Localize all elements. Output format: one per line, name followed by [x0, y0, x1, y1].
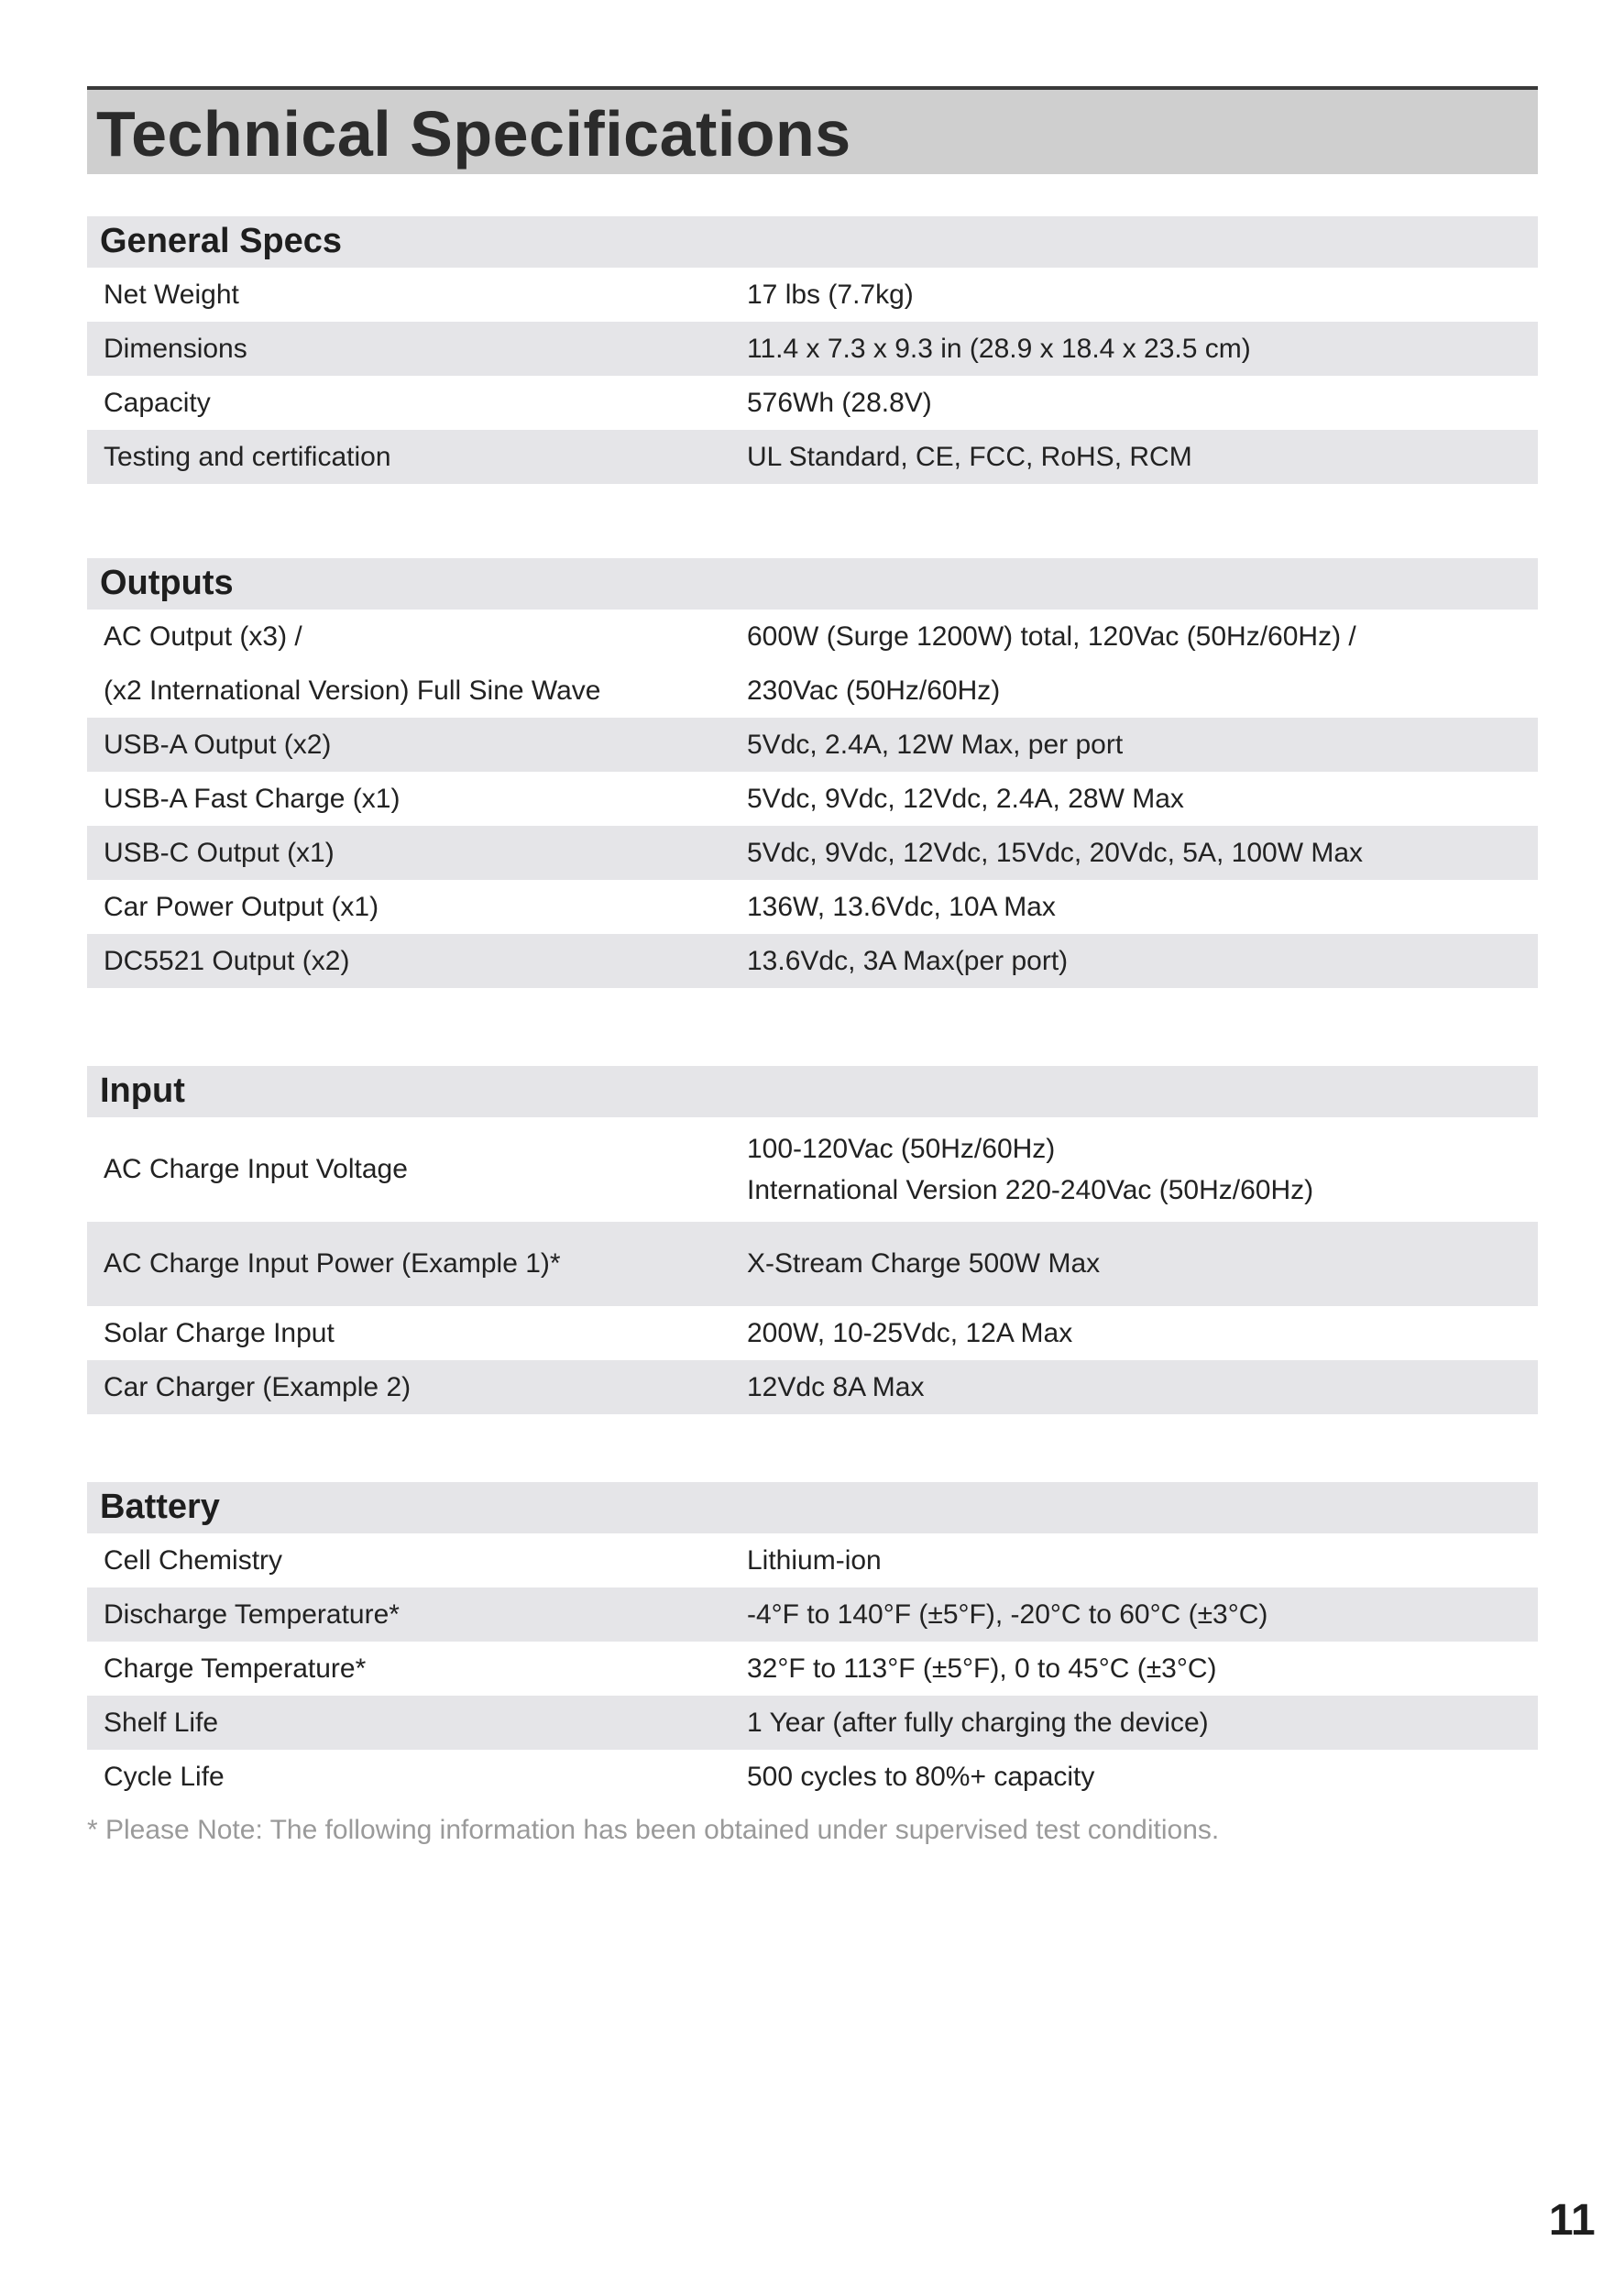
spec-row — [87, 1222, 1538, 1306]
spec-row — [87, 268, 1538, 322]
spec-label: Cycle Life — [104, 1762, 225, 1792]
spec-row — [87, 826, 1538, 880]
spec-value: 13.6Vdc, 3A Max(per port) — [747, 946, 1069, 976]
spec-value: 5Vdc, 9Vdc, 12Vdc, 15Vdc, 20Vdc, 5A, 100W Max — [747, 838, 1364, 868]
spec-row — [87, 664, 1538, 718]
spec-label: Testing and certification — [104, 442, 391, 472]
spec-value: 576Wh (28.8V) — [747, 388, 932, 418]
spec-label: Solar Charge Input — [104, 1318, 335, 1348]
spec-value: 11.4 x 7.3 x 9.3 in (28.9 x 18.4 x 23.5 cm) — [747, 334, 1251, 364]
outputs-section — [87, 558, 1538, 988]
spec-value: 1 Year (after fully charging the device) — [747, 1708, 1209, 1738]
page-title-text: Technical Specifications — [96, 98, 851, 170]
spec-value: 32°F to 113°F (±5°F), 0 to 45°C (±3°C) — [747, 1653, 1217, 1684]
spec-row — [87, 1750, 1538, 1804]
spec-value: 600W (Surge 1200W) total, 120Vac (50Hz/60Hz) / — [747, 621, 1356, 652]
spec-label: USB-A Output (x2) — [104, 730, 332, 760]
spec-label: USB-A Fast Charge (x1) — [104, 784, 401, 814]
spec-row — [87, 718, 1538, 772]
spec-value: 12Vdc 8A Max — [747, 1372, 925, 1402]
section-heading: General Specs — [87, 216, 1538, 268]
spec-value: 230Vac (50Hz/60Hz) — [747, 676, 1001, 706]
spec-value-line: 100-120Vac (50Hz/60Hz) — [747, 1134, 1056, 1164]
page-title — [87, 86, 1538, 174]
spec-label: Car Charger (Example 2) — [104, 1372, 411, 1402]
spec-row — [87, 322, 1538, 376]
spec-row — [87, 880, 1538, 934]
spec-row — [87, 934, 1538, 988]
spec-row — [87, 1696, 1538, 1750]
spec-value-line: International Version 220-240Vac (50Hz/60Hz) — [747, 1175, 1314, 1205]
spec-row — [87, 1533, 1538, 1587]
spec-label: AC Output (x3) / — [104, 621, 302, 652]
spec-value: 17 lbs (7.7kg) — [747, 280, 914, 310]
page-number: 11 — [1549, 2196, 1596, 2245]
spec-row — [87, 1587, 1538, 1642]
spec-row — [87, 376, 1538, 430]
spec-value: Lithium-ion — [747, 1545, 882, 1576]
spec-value: 500 cycles to 80%+ capacity — [747, 1762, 1095, 1792]
spec-label: Capacity — [104, 388, 211, 418]
section-heading: Input — [87, 1066, 1538, 1117]
spec-row — [87, 1642, 1538, 1696]
spec-row — [87, 1117, 1538, 1222]
spec-label: Cell Chemistry — [104, 1545, 283, 1576]
spec-label: Shelf Life — [104, 1708, 219, 1738]
spec-value: X-Stream Charge 500W Max — [747, 1248, 1101, 1279]
spec-label: Dimensions — [104, 334, 247, 364]
spec-label: Charge Temperature* — [104, 1653, 367, 1684]
section-heading: Battery — [87, 1482, 1538, 1533]
spec-value: 5Vdc, 2.4A, 12W Max, per port — [747, 730, 1124, 760]
spec-row — [87, 430, 1538, 484]
spec-value: 5Vdc, 9Vdc, 12Vdc, 2.4A, 28W Max — [747, 784, 1184, 814]
footnote: * Please Note: The following information has been obtained under supervised test conditions. — [87, 1815, 1220, 1845]
spec-label: DC5521 Output (x2) — [104, 946, 350, 976]
battery-section — [87, 1482, 1538, 1804]
spec-label: AC Charge Input Power (Example 1)* — [104, 1248, 561, 1279]
spec-value: 136W, 13.6Vdc, 10A Max — [747, 892, 1056, 922]
spec-row — [87, 1360, 1538, 1414]
spec-label: AC Charge Input Voltage — [104, 1154, 408, 1184]
general-specs-section — [87, 216, 1538, 484]
spec-label: Net Weight — [104, 280, 239, 310]
spec-row — [87, 610, 1538, 664]
spec-label: Discharge Temperature* — [104, 1599, 400, 1630]
spec-row — [87, 772, 1538, 826]
spec-value: -4°F to 140°F (±5°F), -20°C to 60°C (±3°C) — [747, 1599, 1268, 1630]
spec-value: 200W, 10-25Vdc, 12A Max — [747, 1318, 1073, 1348]
spec-label: (x2 International Version) Full Sine Wave — [104, 676, 601, 706]
input-section — [87, 1066, 1538, 1414]
section-heading: Outputs — [87, 558, 1538, 610]
spec-row — [87, 1306, 1538, 1360]
spec-value — [747, 1128, 1313, 1211]
spec-label: USB-C Output (x1) — [104, 838, 335, 868]
spec-label: Car Power Output (x1) — [104, 892, 379, 922]
spec-value: UL Standard, CE, FCC, RoHS, RCM — [747, 442, 1192, 472]
